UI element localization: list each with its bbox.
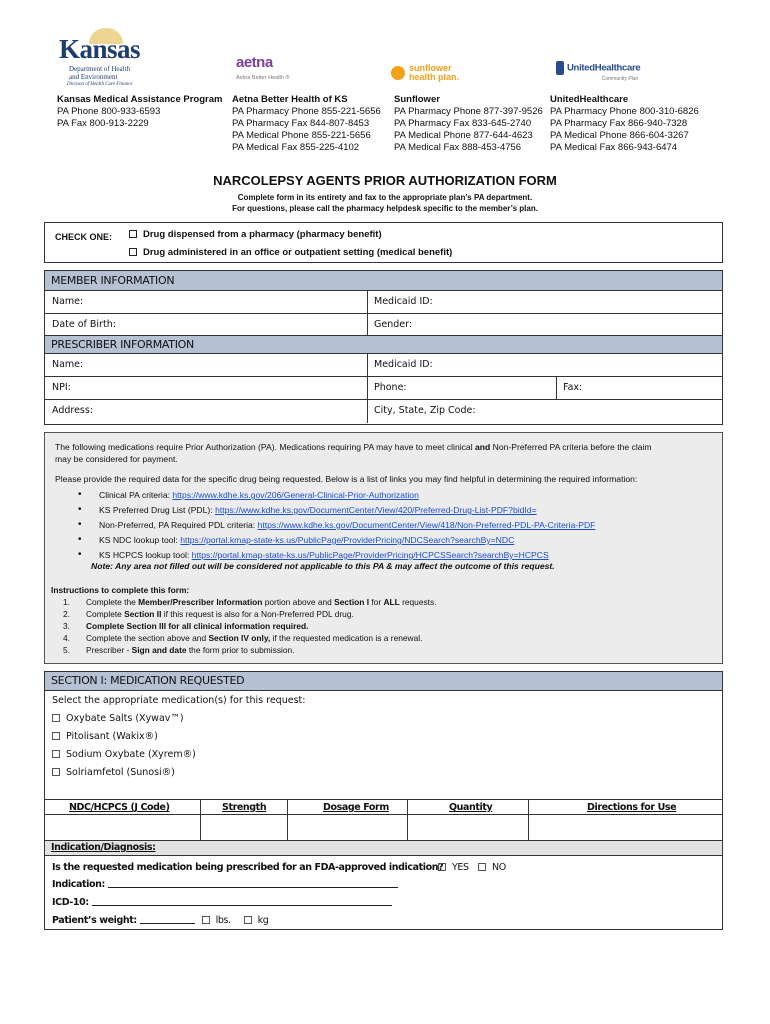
prescriber-medicaid-field[interactable]: Medicaid ID: [374,359,433,370]
sunflower-logo: sunflower health plan. [391,62,466,84]
prescriber-npi-field[interactable]: NPI: [52,382,71,393]
link-non-preferred-criteria: • Non-Preferred, PA Required PDL criteria: https://www.kdhe.ks.gov/DocumentCenter/View/418/Non-Preferred-PDL-PA-Criteria-PDF [78,519,596,530]
prescriber-fax-field[interactable]: Fax: [563,382,583,393]
bullet-icon: • [78,504,82,515]
link-hcpcs-lookup: • KS HCPCS lookup tool: https://portal.kmap-state-ks.us/PublicPage/ProviderPricing/HCPCSSearch?searchBy=HCPCS [78,549,549,560]
aetna-logo: aetna Aetna Better Health ® [236,54,290,81]
icd10-input[interactable] [92,897,392,906]
member-row-2 [45,314,722,337]
non-preferred-criteria-link[interactable]: https://www.kdhe.ks.gov/DocumentCenter/View/418/Non-Preferred-PDL-PA-Criteria-PDF [257,520,596,530]
hcpcs-lookup-link[interactable]: https://portal.kmap-state-ks.us/PublicPage/ProviderPricing/HCPCSSearch?searchBy=HCPCS [191,550,549,560]
prescriber-row-2 [45,377,722,400]
bullet-icon: • [78,549,82,560]
prescriber-row-1 [45,354,722,377]
section-1-medication-requested [44,671,723,930]
uhc-logo: UnitedHealthcare Community Plan [556,61,640,82]
col-directions: Directions for Use [587,802,677,813]
member-name-field[interactable]: Name: [52,296,84,307]
checkbox-icon[interactable] [52,750,60,758]
member-information-section [44,270,723,336]
pa-data-text: Please provide the required data for the specific drug being requested. Below is a list of links you may find helpful in determining the required information: [55,474,638,484]
member-dob-field[interactable]: Date of Birth: [52,319,116,330]
plan-uhc: UnitedHealthcare PA Pharmacy Phone 800-310-6826 PA Pharmacy Fax 866-940-7328 PA Medical Phone 866-604-3267 PA Medical Fax 866-943-6474 [550,94,699,153]
uhc-mark-icon [556,61,564,75]
member-medicaid-field[interactable]: Medicaid ID: [374,296,433,307]
prescriber-name-field[interactable]: Name: [52,359,84,370]
bullet-icon: • [78,489,82,500]
checkbox-icon[interactable] [244,916,252,924]
indication-field[interactable]: Indication: [52,879,398,890]
med-option-xywav[interactable]: Oxybate Salts (Xywav™) [52,713,184,724]
clinical-criteria-link[interactable]: https://www.kdhe.ks.gov/206/General-Clinical-Prior-Authorization [172,490,419,500]
checkbox-icon[interactable] [52,714,60,722]
col-strength: Strength [222,802,267,813]
med-option-xyrem[interactable]: Sodium Oxybate (Xyrem®) [52,749,196,760]
checkbox-icon[interactable] [438,863,446,871]
check-one-box [44,222,723,263]
prescriber-information-section [44,336,723,425]
member-information-header: MEMBER INFORMATION [45,271,722,291]
kansas-logo [53,28,165,90]
form-subtitle-1: Complete form in its entirety and fax to the appropriate plan’s PA department. [237,193,533,202]
checkbox-icon[interactable] [129,230,137,238]
link-preferred-drug-list: • KS Preferred Drug List (PDL): https://www.kdhe.ks.gov/DocumentCenter/View/420/Preferred-Drug-List-PDF?bidId= [78,504,537,515]
link-ndc-lookup: • KS NDC lookup tool: https://portal.kmap-state-ks.us/PublicPage/ProviderPricing/NDCSearch?searchBy=NDC [78,534,515,545]
icd10-field[interactable]: ICD-10: [52,897,392,908]
plan-kmap: Kansas Medical Assistance Program PA Phone 800-933-6593 PA Fax 800-913-2229 [57,94,223,129]
checkbox-icon[interactable] [52,732,60,740]
col-quantity: Quantity [449,802,493,813]
preferred-drug-list-link[interactable]: https://www.kdhe.ks.gov/DocumentCenter/View/420/Preferred-Drug-List-PDF?bidId= [215,505,537,515]
checkbox-icon[interactable] [129,248,137,256]
form-subtitle-2: For questions, please call the pharmacy helpdesk specific to the member’s plan. [232,204,538,213]
prescriber-address-field[interactable]: Address: [52,405,94,416]
med-option-sunosi[interactable]: Solriamfetol (Sunosi®) [52,767,175,778]
instructions-title: Instructions to complete this form: [51,585,190,595]
bullet-icon: • [78,519,82,530]
weight-input[interactable] [140,915,195,924]
indication-input[interactable] [108,879,398,888]
member-row-1 [45,291,722,314]
kg-option[interactable]: kg [244,915,269,926]
pa-intro-text: The following medications require Prior Authorization (PA). Medications requiring PA may have to meet clinical and Non-Preferred PA criteria before the claim may be considered for payment. [55,442,652,464]
kansas-logo-division: Division of Health Care Finance [67,82,133,87]
col-dosage-form: Dosage Form [323,802,389,813]
medication-prompt: Select the appropriate medication(s) for this request: [52,695,306,706]
not-applicable-note: Note: Any area not filled out will be considered not applicable to this PA & may affect the outcome of this request. [91,561,555,571]
fda-question: Is the requested medication being prescribed for an FDA-approved indication? YES NO [52,862,506,873]
ndc-lookup-link[interactable]: https://portal.kmap-state-ks.us/PublicPage/ProviderPricing/NDCSearch?searchBy=NDC [180,535,515,545]
prescriber-information-header: PRESCRIBER INFORMATION [45,336,722,354]
kansas-logo-sub: Department of Health and Environment [69,65,131,81]
prescriber-city-field[interactable]: City, State, Zip Code: [374,405,476,416]
prescriber-phone-field[interactable]: Phone: [374,382,407,393]
fda-no-option[interactable]: NO [478,862,506,873]
checkbox-icon[interactable] [478,863,486,871]
fda-yes-option[interactable]: YES [438,862,469,873]
medical-benefit-option[interactable]: Drug administered in an office or outpatient setting (medical benefit) [129,247,452,258]
prescriber-row-3 [45,400,722,423]
plan-sunflower: Sunflower PA Pharmacy Phone 877-397-9526 PA Pharmacy Fax 833-645-2740 PA Medical Phone 877-644-4623 PA Medical Fax 888-453-4756 [394,94,543,153]
link-clinical-criteria: • Clinical PA criteria: https://www.kdhe.ks.gov/206/General-Clinical-Prior-Authorization [78,489,419,500]
lbs-option[interactable]: lbs. [202,915,231,926]
instructions-box: The following medications require Prior Authorization (PA). Medications requiring PA may have to meet clinical and Non-Preferred PA criteria before the claim may be considered for payment. Please provide the required data for the specific drug being requested. Below is a list of links you may find helpful in determining the required information: • Clinical PA criteria: https://www.kdhe.ks.gov/206/General-Clinical-Prior-Authorization • KS Preferred Drug List (PDL): https://www.kdhe.ks.gov/DocumentCenter/View/420/Preferred-Drug-List-PDF?bidId= • Non-Preferred, PA Required PDL criteria: https://www.kdhe.ks.gov/DocumentCenter/View/418/Non-Preferred-PDL-PA-Criteria-PDF • KS NDC lookup tool: https://portal.kmap-state-ks.us/PublicPage/ProviderPricing/NDCSearch?searchBy=NDC • KS HCPCS lookup tool: https://portal.kmap-state-ks.us/PublicPage/ProviderPricing/HCPCSSearch?searchBy=HCPCS Note: Any area not filled out will be considered not applicable to this PA & may affect the outcome of this request. Instructions to complete this form: 1. Complete the Member/Prescriber Information portion above and Section I for ALL requests. 2. Complete Section II if this request is also for a Non-Preferred PDL drug. 3. Complete Section III for all clinical information required. 4. Complete the section above and Section IV only, if the requested medication is a renewal. 5. Prescriber - Sign and date the form prior to submission. [44,432,723,664]
member-gender-field[interactable]: Gender: [374,319,413,330]
check-one-label: CHECK ONE: [55,232,113,242]
checkbox-icon[interactable] [202,916,210,924]
medication-table-header [45,799,722,815]
col-ndc: NDC/HCPCS (J Code) [69,802,170,813]
pharmacy-benefit-option[interactable]: Drug dispensed from a pharmacy (pharmacy benefit) [129,229,382,240]
weight-field[interactable]: Patient’s weight: lbs. kg [52,915,269,926]
sunflower-mark-icon [391,66,405,80]
kansas-logo-word: Kansas [59,34,141,64]
indication-header: Indication/Diagnosis: [45,841,722,856]
plan-aetna: Aetna Better Health of KS PA Pharmacy Phone 855-221-5656 PA Pharmacy Fax 844-807-8453 PA Medical Phone 855-221-5656 PA Medical Fax 855-225-4102 [232,94,381,153]
bullet-icon: • [78,534,82,545]
med-option-wakix[interactable]: Pitolisant (Wakix®) [52,731,158,742]
medication-table-row[interactable] [45,815,722,841]
section-1-header: SECTION I: MEDICATION REQUESTED [45,672,722,691]
checkbox-icon[interactable] [52,768,60,776]
form-title: NARCOLEPSY AGENTS PRIOR AUTHORIZATION FORM [213,173,557,188]
